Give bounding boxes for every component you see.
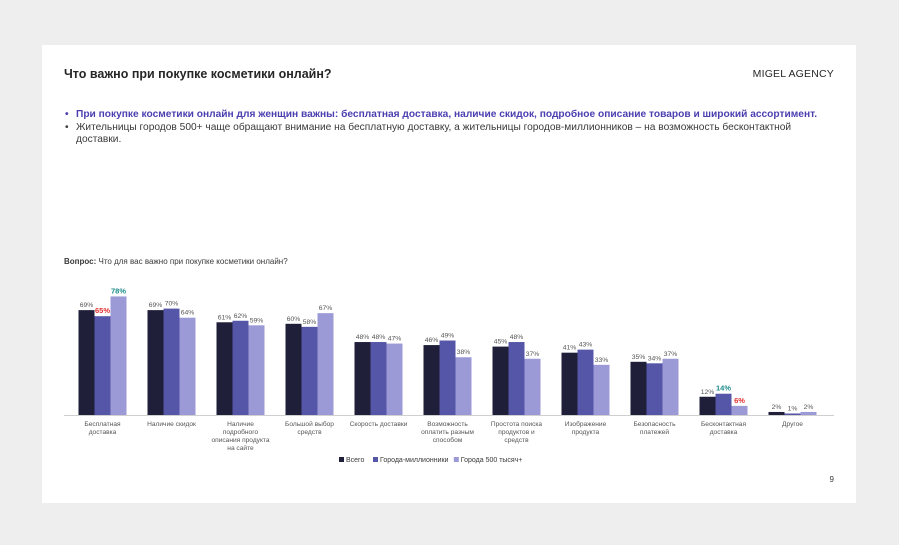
bar-3 bbox=[318, 313, 334, 415]
data-label: 38% bbox=[456, 349, 471, 357]
category-label: Другое bbox=[782, 421, 803, 428]
data-label: 12% bbox=[700, 388, 715, 396]
legend-swatch bbox=[454, 457, 459, 462]
bar-1 bbox=[424, 345, 440, 415]
category-label: Наличие bbox=[227, 421, 254, 428]
bar-3 bbox=[180, 318, 196, 415]
data-label: 33% bbox=[594, 356, 609, 364]
legend-label: Всего bbox=[346, 457, 365, 464]
category-label: средств bbox=[297, 429, 322, 436]
legend-label: Города 500 тысяч+ bbox=[460, 457, 523, 464]
category-label: способом bbox=[432, 437, 463, 444]
bullet-marker: • bbox=[65, 121, 69, 133]
bar-1 bbox=[148, 310, 164, 415]
category-label: на сайте bbox=[227, 445, 254, 452]
data-label: 43% bbox=[578, 341, 593, 349]
bar-2 bbox=[578, 350, 594, 415]
bar-3 bbox=[525, 359, 541, 415]
bar-chart bbox=[42, 45, 856, 503]
legend-swatch bbox=[373, 457, 378, 462]
category-label: Наличие скидок bbox=[147, 421, 196, 428]
bar-2 bbox=[647, 363, 663, 415]
data-label: 69% bbox=[79, 302, 94, 310]
bar-1 bbox=[700, 397, 716, 415]
category-label: доставка bbox=[709, 429, 738, 436]
bar-3 bbox=[249, 325, 265, 415]
bar-2 bbox=[371, 342, 387, 415]
category-label: подробного bbox=[222, 429, 259, 436]
data-label: 59% bbox=[249, 317, 264, 325]
data-label: 1% bbox=[787, 405, 798, 413]
bar-1 bbox=[286, 324, 302, 415]
category-label: средств bbox=[504, 437, 529, 444]
bar-2 bbox=[785, 413, 801, 415]
category-label: Бесплатная bbox=[84, 421, 121, 428]
data-label: 6% bbox=[734, 395, 745, 405]
data-label: 62% bbox=[233, 312, 248, 320]
bar-2 bbox=[440, 341, 456, 415]
question-label: Вопрос: bbox=[64, 257, 97, 266]
page-number: 9 bbox=[829, 475, 834, 484]
category-label: продукта bbox=[571, 429, 600, 436]
data-label: 60% bbox=[286, 315, 301, 323]
legend-swatch bbox=[339, 457, 344, 462]
data-label: 45% bbox=[493, 338, 508, 346]
data-label: 65% bbox=[94, 306, 111, 316]
category-label: Большой выбор bbox=[285, 421, 334, 428]
category-label: доставка bbox=[88, 429, 117, 436]
category-label: Изображение bbox=[564, 421, 607, 428]
bar-1 bbox=[562, 353, 578, 415]
bar-1 bbox=[355, 342, 371, 415]
data-label: 48% bbox=[509, 334, 524, 342]
bar-2 bbox=[716, 394, 732, 415]
data-label: 46% bbox=[424, 337, 439, 345]
bar-1 bbox=[217, 322, 233, 415]
bar-2 bbox=[233, 321, 249, 415]
category-label: Бесконтактная bbox=[700, 421, 747, 428]
bullet-marker: • bbox=[65, 109, 69, 120]
page-title: Что важно при покупке косметики онлайн? bbox=[64, 67, 332, 81]
category-label: Возможность bbox=[427, 421, 468, 428]
data-label: 69% bbox=[148, 302, 163, 310]
bullet-text: Жительницы городов 500+ чаще обращают внимание на бесплатную доставку, а жительницы городов-миллионников – на возможность бесконтактной доставки. bbox=[76, 121, 792, 145]
legend-label: Города-миллионники bbox=[380, 457, 449, 464]
bar-3 bbox=[111, 296, 127, 415]
bar-1 bbox=[79, 310, 95, 415]
category-label: платежей bbox=[639, 429, 670, 436]
category-label: продуктов и bbox=[498, 429, 535, 436]
bar-1 bbox=[493, 347, 509, 415]
data-label: 61% bbox=[217, 314, 232, 322]
bar-1 bbox=[769, 412, 785, 415]
data-label: 49% bbox=[440, 332, 455, 340]
bar-3 bbox=[801, 412, 817, 415]
data-label: 35% bbox=[631, 353, 646, 361]
data-label: 14% bbox=[715, 383, 732, 393]
data-label: 37% bbox=[525, 350, 540, 358]
bar-3 bbox=[456, 357, 472, 415]
bar-2 bbox=[95, 316, 111, 415]
data-label: 41% bbox=[562, 344, 577, 352]
data-label: 58% bbox=[302, 318, 317, 326]
data-label: 2% bbox=[771, 403, 782, 411]
bar-3 bbox=[387, 344, 403, 415]
data-label: 48% bbox=[355, 334, 370, 342]
bar-2 bbox=[302, 327, 318, 415]
data-label: 2% bbox=[803, 403, 814, 411]
question-text: Что для вас важно при покупке косметики онлайн? bbox=[98, 257, 288, 266]
bar-3 bbox=[663, 359, 679, 415]
data-label: 37% bbox=[663, 350, 678, 358]
data-label: 70% bbox=[164, 300, 179, 308]
category-label: Скорость доставки bbox=[349, 421, 408, 428]
data-label: 48% bbox=[371, 334, 386, 342]
bullet-text: При покупке косметики онлайн для женщин важны: бесплатная доставка, наличие скидок, подробное описание товаров и широкий ассортимент. bbox=[76, 109, 818, 120]
bar-1 bbox=[631, 362, 647, 415]
category-label: описания продукта bbox=[211, 437, 270, 444]
category-label: оплатить разным bbox=[421, 429, 474, 436]
bar-3 bbox=[732, 406, 748, 415]
category-label: Безопасность bbox=[633, 421, 676, 428]
category-label: Простота поиска bbox=[490, 421, 543, 428]
bar-3 bbox=[594, 365, 610, 415]
data-label: 34% bbox=[647, 355, 662, 363]
bar-2 bbox=[509, 342, 525, 415]
data-label: 47% bbox=[387, 335, 402, 343]
data-label: 78% bbox=[110, 286, 127, 296]
data-label: 67% bbox=[318, 305, 333, 313]
brand-logo-text: MIGEL AGENCY bbox=[752, 68, 834, 80]
bar-2 bbox=[164, 309, 180, 415]
slide bbox=[42, 45, 856, 503]
data-label: 64% bbox=[180, 309, 195, 317]
